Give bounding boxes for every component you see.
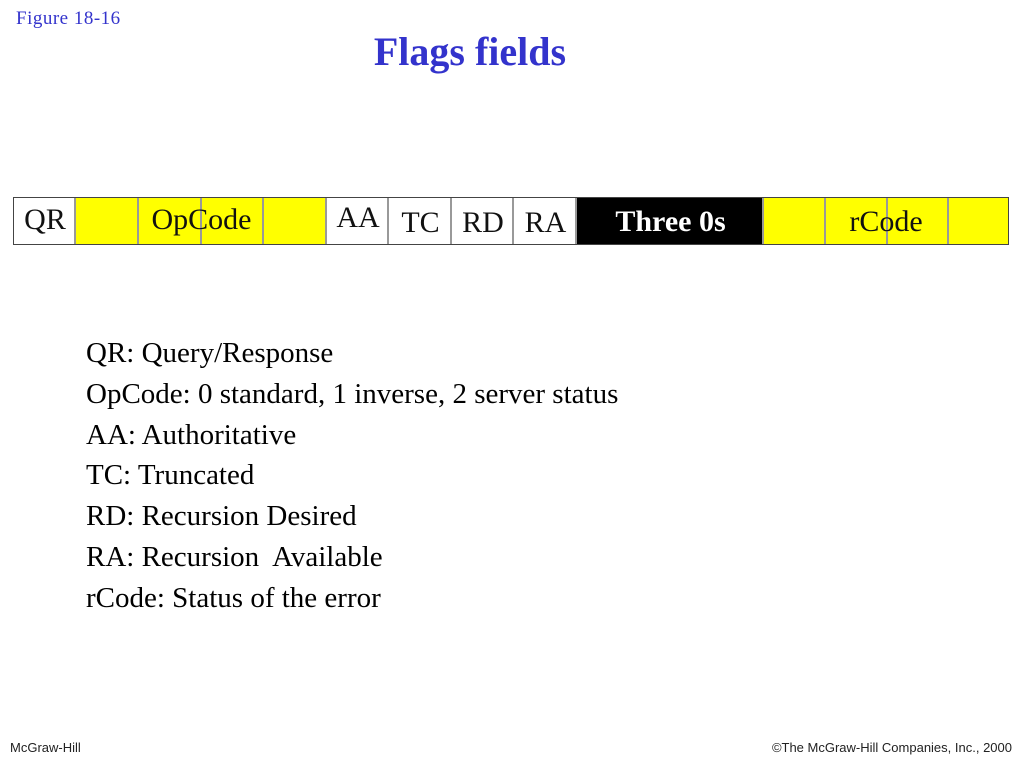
field-legend — [86, 333, 618, 619]
field-label-three-zeros: Three 0s — [615, 205, 726, 238]
legend-item-tc: TC: Truncated — [86, 459, 255, 492]
slide-title: Flags fields — [373, 29, 567, 74]
field-label-rcode: rCode — [849, 205, 923, 238]
flags-bit-diagram — [13, 197, 1009, 245]
figure-label: Figure 18-16 — [16, 8, 121, 29]
legend-item-opcode: OpCode: 0 standard, 1 inverse, 2 server status — [86, 377, 619, 410]
field-label-tc: TC — [401, 206, 440, 239]
footer-copyright: ©The McGraw-Hill Companies, Inc., 2000 — [771, 740, 1012, 755]
field-label-rd: RD — [462, 206, 504, 239]
legend-item-aa: AA: Authoritative — [86, 418, 297, 451]
legend-item-rcode: rCode: Status of the error — [86, 581, 381, 614]
field-label-ra: RA — [524, 206, 567, 239]
footer-publisher: McGraw-Hill — [10, 740, 81, 755]
legend-item-qr: QR: Query/Response — [86, 337, 334, 369]
legend-item-rd: RD: Recursion Desired — [86, 500, 357, 533]
field-label-aa: AA — [336, 201, 380, 234]
field-label-qr: QR — [24, 203, 66, 236]
field-label-opcode: OpCode — [151, 203, 252, 236]
legend-item-ra: RA: Recursion Available — [86, 540, 383, 573]
